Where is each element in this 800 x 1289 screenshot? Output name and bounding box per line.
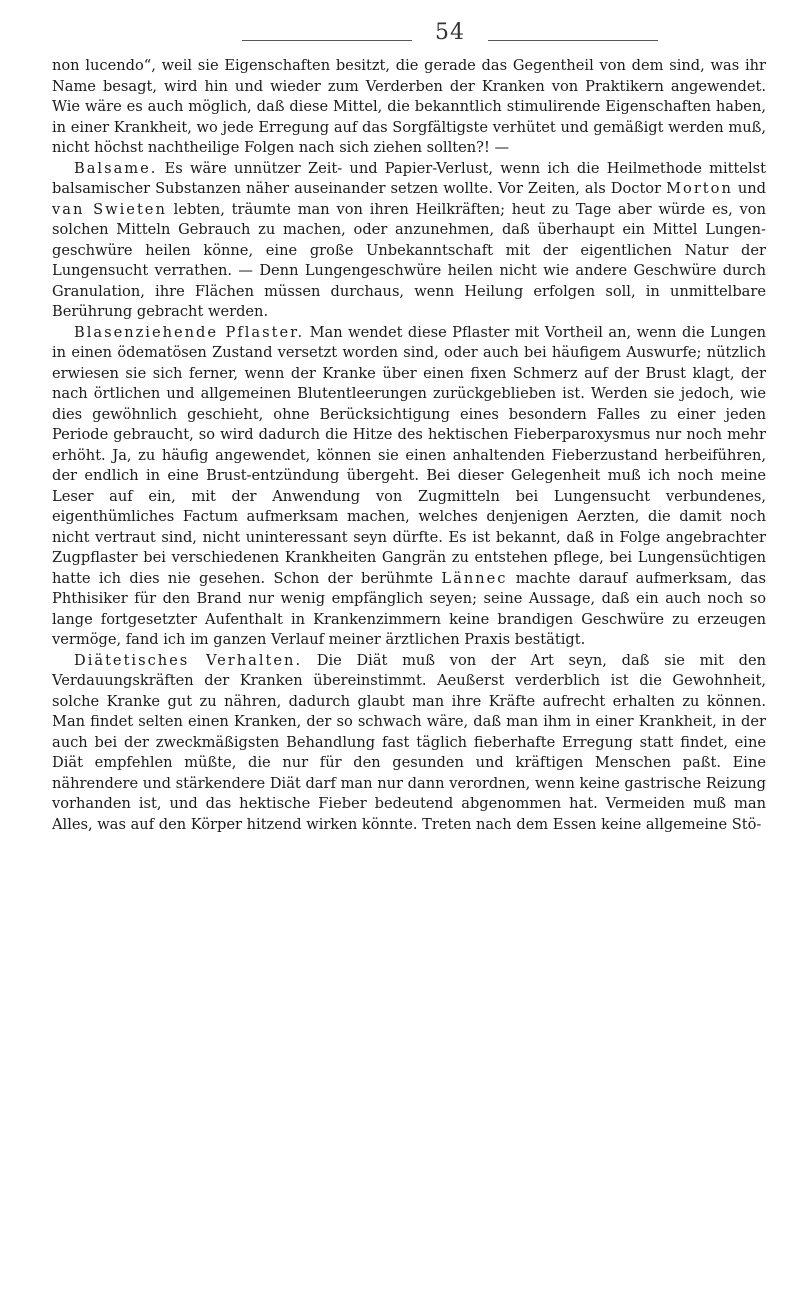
paragraph-diaetetisches-verhalten [52, 651, 766, 836]
text-run: Man wendet diese Pflaster mit Vortheil an, wenn die Lungen in einen ödematösen Zustand versetzt worden sind, oder auch bei häufigem Auswurfe; nützlich erwiesen sie sich ferner, wenn der Kranke über einen fixen Schmerz auf der Brust klagt, der nach örtlichen und allgemeinen Blutentleerungen zurückgeblieben ist. Werden sie jedoch, wie dies gewöhnlich geschieht, ohne Berücksichtigung eines besondern Falles zu einer jeden Periode gebraucht, so wird dadurch die Hitze des hektischen Fieberparoxysmus nur noch mehr erhöht. Ja, zu häufig angewendet, können sie einen anhaltenden Fieberzustand herbeiführen, der endlich in eine Brust-entzündung übergeht. Bei dieser Gelegenheit muß ich noch meine Leser auf ein, mit der Anwendung von Zugmitteln bei Lungensucht verbundenes, eigenthümliches Factum aufmerksam machen, welches denjenigen Aerzten, die damit noch nicht vertraut sind, nicht uninteressant seyn dürfte. Es ist bekannt, daß in Folge angebrachter Zugpflaster bei verschiedenen Krankheiten Gangrän zu entstehen pflege, bei Lungensüchtigen hatte ich dies nie gesehen. Schon der berühmte [52, 323, 766, 587]
spaced-term: Morton [666, 180, 733, 197]
spaced-term: Balsame. [74, 159, 158, 177]
body-text [52, 56, 766, 835]
page-header [52, 16, 766, 56]
text-run: und [732, 180, 767, 197]
paragraph-balsame [52, 159, 766, 323]
text-run: lebten, träumte man von ihren Heilkräften; heut zu Tage aber würde es, von solchen Mitteln Gebrauch zu machen, oder anzunehmen, daß überhaupt ein Mittel Lungen-geschwüre heilen könne, eine große Unbekanntschaft mit der eigentlichen Natur der Lungensucht verrathen. — Denn Lungengeschwüre heilen nicht wie andere Geschwüre durch Granulation, ihre Flächen müssen durchaus, wenn Heilung erfolgen soll, in unmittelbare Berührung gebracht werden. [52, 200, 766, 320]
page-number: 54 [435, 20, 465, 45]
spaced-term: Diätetisches Verhalten. [74, 651, 303, 669]
spaced-term: van Swieten [52, 200, 167, 218]
paragraph-1 [52, 56, 766, 159]
text-run: non lucendo“, weil sie Eigenschaften besitzt, die gerade das Gegentheil von dem sind, was ihr Name besagt, wird hin und wieder zum Verderben der Kranken von Praktikern angewendet. Wie wäre es auch möglich, daß diese Mittel, die bekanntlich stimulirende Eigenschaften haben, in einer Krankheit, wo jede Erregung auf das Sorgfältigste verhütet und gemäßigt werden muß, nicht höchst nachtheilige Folgen nach sich ziehen sollten?! — [52, 57, 766, 156]
spaced-term: Lännec [441, 569, 508, 587]
paragraph-blasenziehende-pflaster [52, 323, 766, 651]
header-rule-right [488, 40, 658, 41]
spaced-term: Blasenziehende Pflaster. [74, 323, 305, 341]
header-rule-left [242, 40, 412, 41]
text-run: Die Diät muß von der Art seyn, daß sie mit den Verdauungskräften der Kranken übereinstimmt. Aeußerst verderblich ist die Gewohnheit, solche Kranke gut zu nähren, dadurch glaubt man ihre Kräfte aufrecht erhalten zu können. Man findet selten einen Kranken, der so schwach wäre, daß man ihm in einer Krankheit, in der auch bei der zweckmäßigsten Behandlung fast täglich fieberhafte Erregung statt findet, eine Diät empfehlen müßte, die nur für den gesunden und kräftigen Menschen paßt. Eine nährendere und stärkendere Diät darf man nur dann verordnen, wenn keine gastrische Reizung vorhanden ist, und das hektische Fieber bedeutend abgenommen hat. Vermeiden muß man Alles, was auf den Körper hitzend wirken könnte. Treten nach dem Essen keine allgemeine Stö- [52, 651, 766, 833]
text-run: Es wäre unnützer Zeit- und Papier-Verlust, wenn ich die Heilmethode mittelst balsamischer Substanzen näher auseinander setzen wollte. Vor Zeiten, als Doctor [52, 159, 766, 197]
text-run: machte darauf aufmerksam, das Phthisiker für den Brand nur wenig empfänglich seyen; seine Aussage, daß ein auch noch so lange fortgesetzter Aufenthalt in Krankenzimmern keine brandigen Geschwüre zu erzeugen vermöge, fand ich im ganzen Verlauf meiner ärztlichen Praxis bestätigt. [52, 569, 766, 648]
